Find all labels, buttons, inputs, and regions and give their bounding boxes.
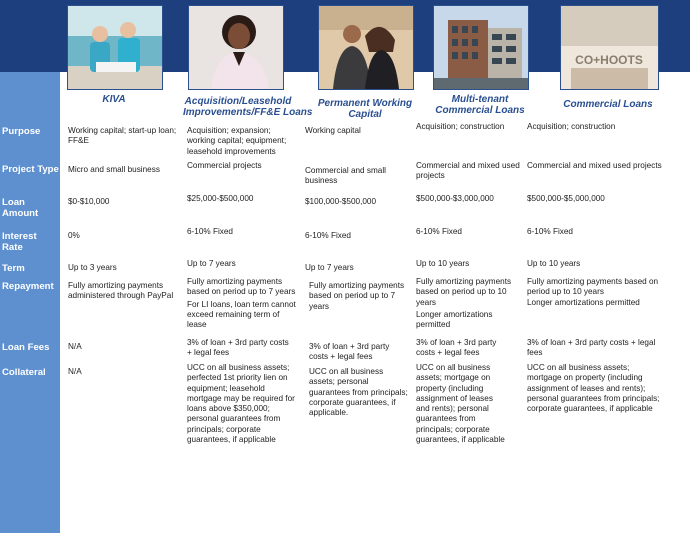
- acquisition-repayment: [187, 277, 300, 330]
- product-title-kiva: KIVA: [102, 94, 126, 105]
- working-capital-loan-fees: 3% of loan + 3rd party costs + legal fees: [309, 342, 390, 362]
- commercial-collateral: UCC on all business assets; mortgage on property (including assignment of leases and rents); personal guarantees from principals; corporate guarantees, if applicable: [527, 363, 660, 414]
- row-label-collateral: Collateral: [2, 367, 46, 378]
- commercial-repayment-line-1: Fully amortizing payments based on period up to 10 years: [527, 277, 659, 297]
- row-label-repayment: Repayment: [2, 281, 54, 292]
- commercial-photo: [560, 5, 659, 90]
- commercial-project-type: Commercial and mixed used projects: [527, 161, 662, 170]
- row-label-loan-amount: Loan Amount: [2, 197, 39, 219]
- kiva-term: Up to 3 years: [68, 263, 117, 272]
- commercial-loan-fees: 3% of loan + 3rd party costs + legal fees: [527, 338, 656, 358]
- multi-tenant-term: Up to 10 years: [416, 259, 470, 268]
- product-title-working-capital: Permanent Working Capital: [317, 98, 413, 120]
- multi-tenant-loan-amount: $500,000-$3,000,000: [416, 194, 494, 203]
- row-label-loan-fees: Loan Fees: [2, 342, 50, 353]
- working-capital-repayment-line: Fully amortizing payments based on period up to 7 years: [309, 281, 405, 311]
- acquisition-purpose: Acquisition; expansion; working capital; equipment; leasehold improvements: [187, 126, 287, 156]
- working-capital-repayment: [309, 281, 407, 312]
- product-title-multi-tenant: Multi-tenant Commercial Loans: [435, 94, 525, 116]
- acquisition-interest-rate: 6-10% Fixed: [187, 227, 233, 236]
- working-capital-term: Up to 7 years: [305, 263, 354, 272]
- multi-tenant-collateral: UCC on all business assets; mortgage on property (including assignment of leases and rents); personal guarantees from principals; corporate guarantees, if applicable: [416, 363, 505, 445]
- product-title-commercial: Commercial Loans: [563, 99, 653, 110]
- working-capital-purpose: Working capital: [305, 126, 361, 135]
- multi-tenant-photo: [433, 5, 529, 90]
- multi-tenant-interest-rate: 6-10% Fixed: [416, 227, 462, 236]
- multi-tenant-project-type: Commercial and mixed used projects: [416, 161, 520, 181]
- acquisition-repayment-line-1: Fully amortizing payments based on period up to 7 years: [187, 277, 296, 297]
- acquisition-term: Up to 7 years: [187, 259, 236, 268]
- row-label-term: Term: [2, 263, 25, 274]
- multi-tenant-loan-fees: 3% of loan + 3rd party costs + legal fees: [416, 338, 497, 358]
- acquisition-repayment-line-2: For LI loans, loan term cannot exceed remaining term of lease: [187, 299, 296, 330]
- kiva-collateral: N/A: [68, 367, 82, 376]
- kiva-loan-amount: $0-$10,000: [68, 197, 110, 206]
- commercial-loan-amount: $500,000-$5,000,000: [527, 194, 605, 203]
- acquisition-project-type: Commercial projects: [187, 161, 262, 170]
- kiva-interest-rate: 0%: [68, 231, 80, 240]
- row-label-interest-rate: Interest Rate: [2, 231, 37, 253]
- kiva-photo: [67, 5, 163, 90]
- working-capital-loan-amount: $100,000-$500,000: [305, 197, 377, 206]
- acquisition-loan-fees: 3% of loan + 3rd party costs + legal fees: [187, 338, 289, 358]
- multi-tenant-repayment: [416, 277, 520, 330]
- row-label-purpose: Purpose: [2, 126, 41, 137]
- commercial-repayment: [527, 277, 662, 308]
- working-capital-interest-rate: 6-10% Fixed: [305, 231, 351, 240]
- multi-tenant-purpose: Acquisition; construction: [416, 122, 505, 131]
- product-title-acquisition: Acquisition/Leasehold Improvements/FF&E Loans: [183, 96, 313, 118]
- multi-tenant-repayment-line-2: Longer amortizations permitted: [416, 309, 493, 330]
- kiva-repayment: [68, 281, 180, 302]
- commercial-purpose: Acquisition; construction: [527, 122, 616, 131]
- commercial-term: Up to 10 years: [527, 259, 581, 268]
- kiva-loan-fees: N/A: [68, 342, 82, 351]
- kiva-repayment-line: Fully amortizing payments administered through PayPal: [68, 281, 174, 301]
- working-capital-project-type: Commercial and small business: [305, 166, 386, 186]
- multi-tenant-repayment-line-1: Fully amortizing payments based on period up to 10 years: [416, 277, 512, 307]
- commercial-repayment-line-2: Longer amortizations permitted: [527, 297, 640, 307]
- coworking-sign-text: CO+HOOTS: [575, 53, 643, 67]
- kiva-project-type: Micro and small business: [68, 165, 160, 174]
- row-label-project-type: Project Type: [2, 164, 59, 175]
- row-label-sidebar: [0, 72, 60, 533]
- commercial-interest-rate: 6-10% Fixed: [527, 227, 573, 236]
- acquisition-photo: [188, 5, 284, 90]
- acquisition-collateral: UCC on all business assets; perfected 1st priority lien on equipment; leasehold mortgage may be required for loans above $350,000; personal guarantees from principals; corporate guarantees, if applicable: [187, 363, 295, 445]
- kiva-purpose: Working capital; start-up loan; FF&E: [68, 126, 177, 146]
- working-capital-collateral: UCC on all business assets; personal guarantees from principals; corporate guarantees, if applicable.: [309, 367, 408, 418]
- working-capital-photo: [318, 5, 414, 90]
- acquisition-loan-amount: $25,000-$500,000: [187, 194, 254, 203]
